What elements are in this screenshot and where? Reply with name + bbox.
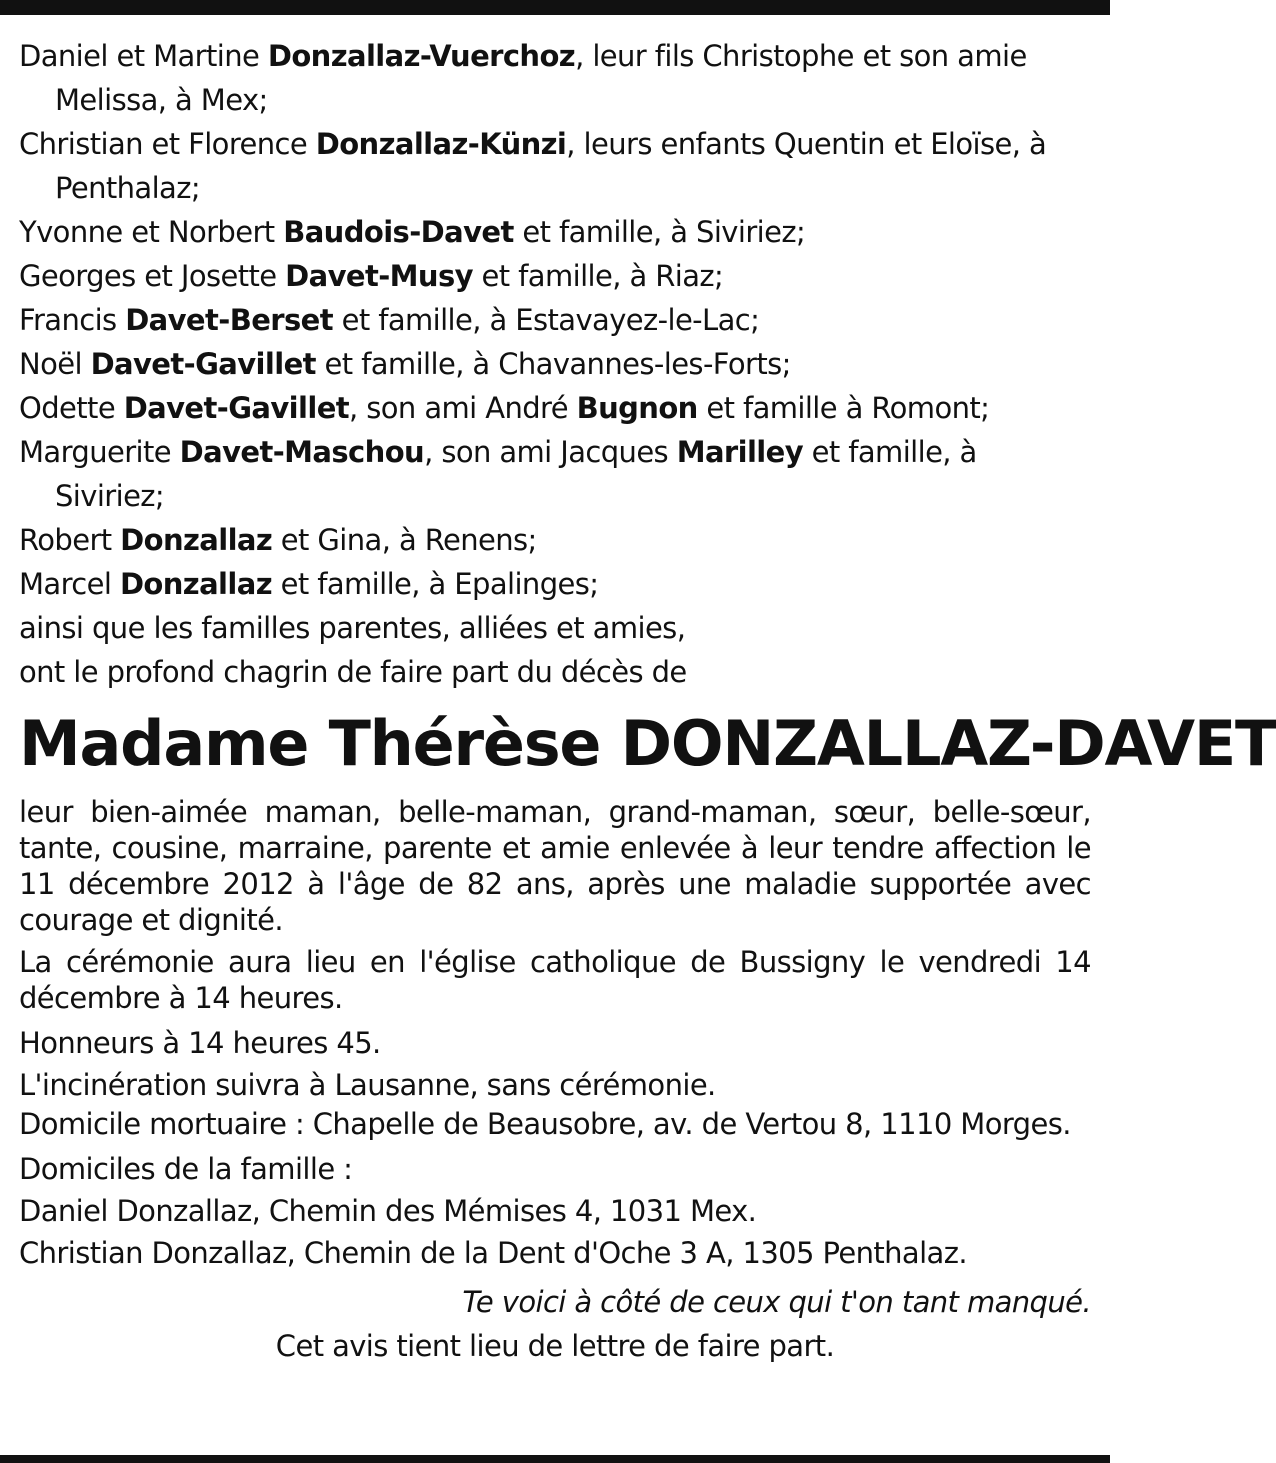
entry-text: , leur fils Christophe et son amie Melissa, à Mex; xyxy=(55,39,1027,117)
family-entry xyxy=(19,342,1091,386)
family-name: Donzallaz-Künzi xyxy=(315,127,567,161)
entry-text: et famille à Romont; xyxy=(697,391,990,425)
entry-text: Georges et Josette xyxy=(19,259,286,293)
family-entry xyxy=(19,518,1091,562)
family-entry xyxy=(19,298,1091,342)
entry-text: et Gina, à Renens; xyxy=(272,523,537,557)
obituary-notice xyxy=(19,34,1276,1368)
family-name: Davet-Gavillet xyxy=(90,347,316,381)
entry-text: Marguerite xyxy=(19,435,180,469)
family-entry xyxy=(19,430,1091,518)
family-entry xyxy=(19,386,1091,430)
family-name: Davet-Musy xyxy=(285,259,473,293)
deceased-name: Madame Thérèse DONZALLAZ-DAVET xyxy=(19,707,1276,780)
family-name: Donzallaz xyxy=(119,567,272,601)
intro-line: ont le profond chagrin de faire part du décès de xyxy=(19,655,687,689)
family-name: Davet-Gavillet xyxy=(123,391,350,425)
family-name: Donzallaz xyxy=(120,523,273,557)
announcement-text: leur bien-aimée maman, belle-maman, grand-maman, sœur, belle-sœur, tante, cousine, marraine, parente et amie enlevée à leur tendre affection le 11 décembre 2012 à l'âge de 82 ans, après une maladie supportée avec courage et dignité. xyxy=(19,795,1091,937)
family-entry xyxy=(19,122,1091,210)
memorial-quote: Te voici à côté de ceux qui t'on tant manqué. xyxy=(462,1285,1091,1319)
entry-text: Noël xyxy=(19,347,91,381)
honneurs-text: Honneurs à 14 heures 45. xyxy=(19,1026,381,1060)
family-list xyxy=(19,34,1091,606)
bottom-border-rule xyxy=(0,1455,1110,1463)
entry-text: Francis xyxy=(19,303,126,337)
entry-text: et famille, à Chavannes-les-Forts; xyxy=(315,347,791,381)
family-name: Marilley xyxy=(676,435,804,469)
entry-text: Marcel xyxy=(19,567,120,601)
top-border-rule xyxy=(0,0,1110,15)
entry-text: , son ami André xyxy=(349,391,577,425)
entry-text: et famille, à Siviriez; xyxy=(55,435,977,513)
family-name: Donzallaz-Vuerchoz xyxy=(267,39,576,73)
intro-line: ainsi que les familles parentes, alliées et amies, xyxy=(19,611,686,645)
family-entry xyxy=(19,562,1091,606)
family-address: Daniel Donzallaz, Chemin des Mémises 4, 1031 Mex. xyxy=(19,1194,757,1228)
ceremony-text: La cérémonie aura lieu en l'église catholique de Bussigny le vendredi 14 décembre à 14 heures. xyxy=(19,945,1091,1015)
family-name: Bugnon xyxy=(576,391,698,425)
entry-text: Robert xyxy=(19,523,121,557)
family-name: Davet-Berset xyxy=(125,303,333,337)
entry-text: et famille, à Siviriez; xyxy=(513,215,806,249)
domicile-mortuaire-text: Domicile mortuaire : Chapelle de Beausobre, av. de Vertou 8, 1110 Morges. xyxy=(19,1107,1071,1141)
entry-text: et famille, à Epalinges; xyxy=(271,567,599,601)
family-name: Baudois-Davet xyxy=(283,215,514,249)
entry-text: Yvonne et Norbert xyxy=(19,215,284,249)
family-entry xyxy=(19,254,1091,298)
incineration-text: L'incinération suivra à Lausanne, sans cérémonie. xyxy=(19,1068,716,1102)
entry-text: Odette xyxy=(19,391,124,425)
family-name: Davet-Maschou xyxy=(179,435,425,469)
family-entry xyxy=(19,34,1091,122)
domiciles-title: Domiciles de la famille : xyxy=(19,1152,353,1186)
family-entry xyxy=(19,210,1091,254)
entry-text: et famille, à Estavayez-le-Lac; xyxy=(332,303,760,337)
entry-text: et famille, à Riaz; xyxy=(472,259,724,293)
entry-text: Christian et Florence xyxy=(19,127,316,161)
entry-text: Daniel et Martine xyxy=(19,39,268,73)
entry-text: , son ami Jacques xyxy=(424,435,677,469)
family-address: Christian Donzallaz, Chemin de la Dent d'Oche 3 A, 1305 Penthalaz. xyxy=(19,1236,967,1270)
closing-notice: Cet avis tient lieu de lettre de faire part. xyxy=(275,1329,835,1363)
entry-text: , leurs enfants Quentin et Eloïse, à Penthalaz; xyxy=(55,127,1047,205)
